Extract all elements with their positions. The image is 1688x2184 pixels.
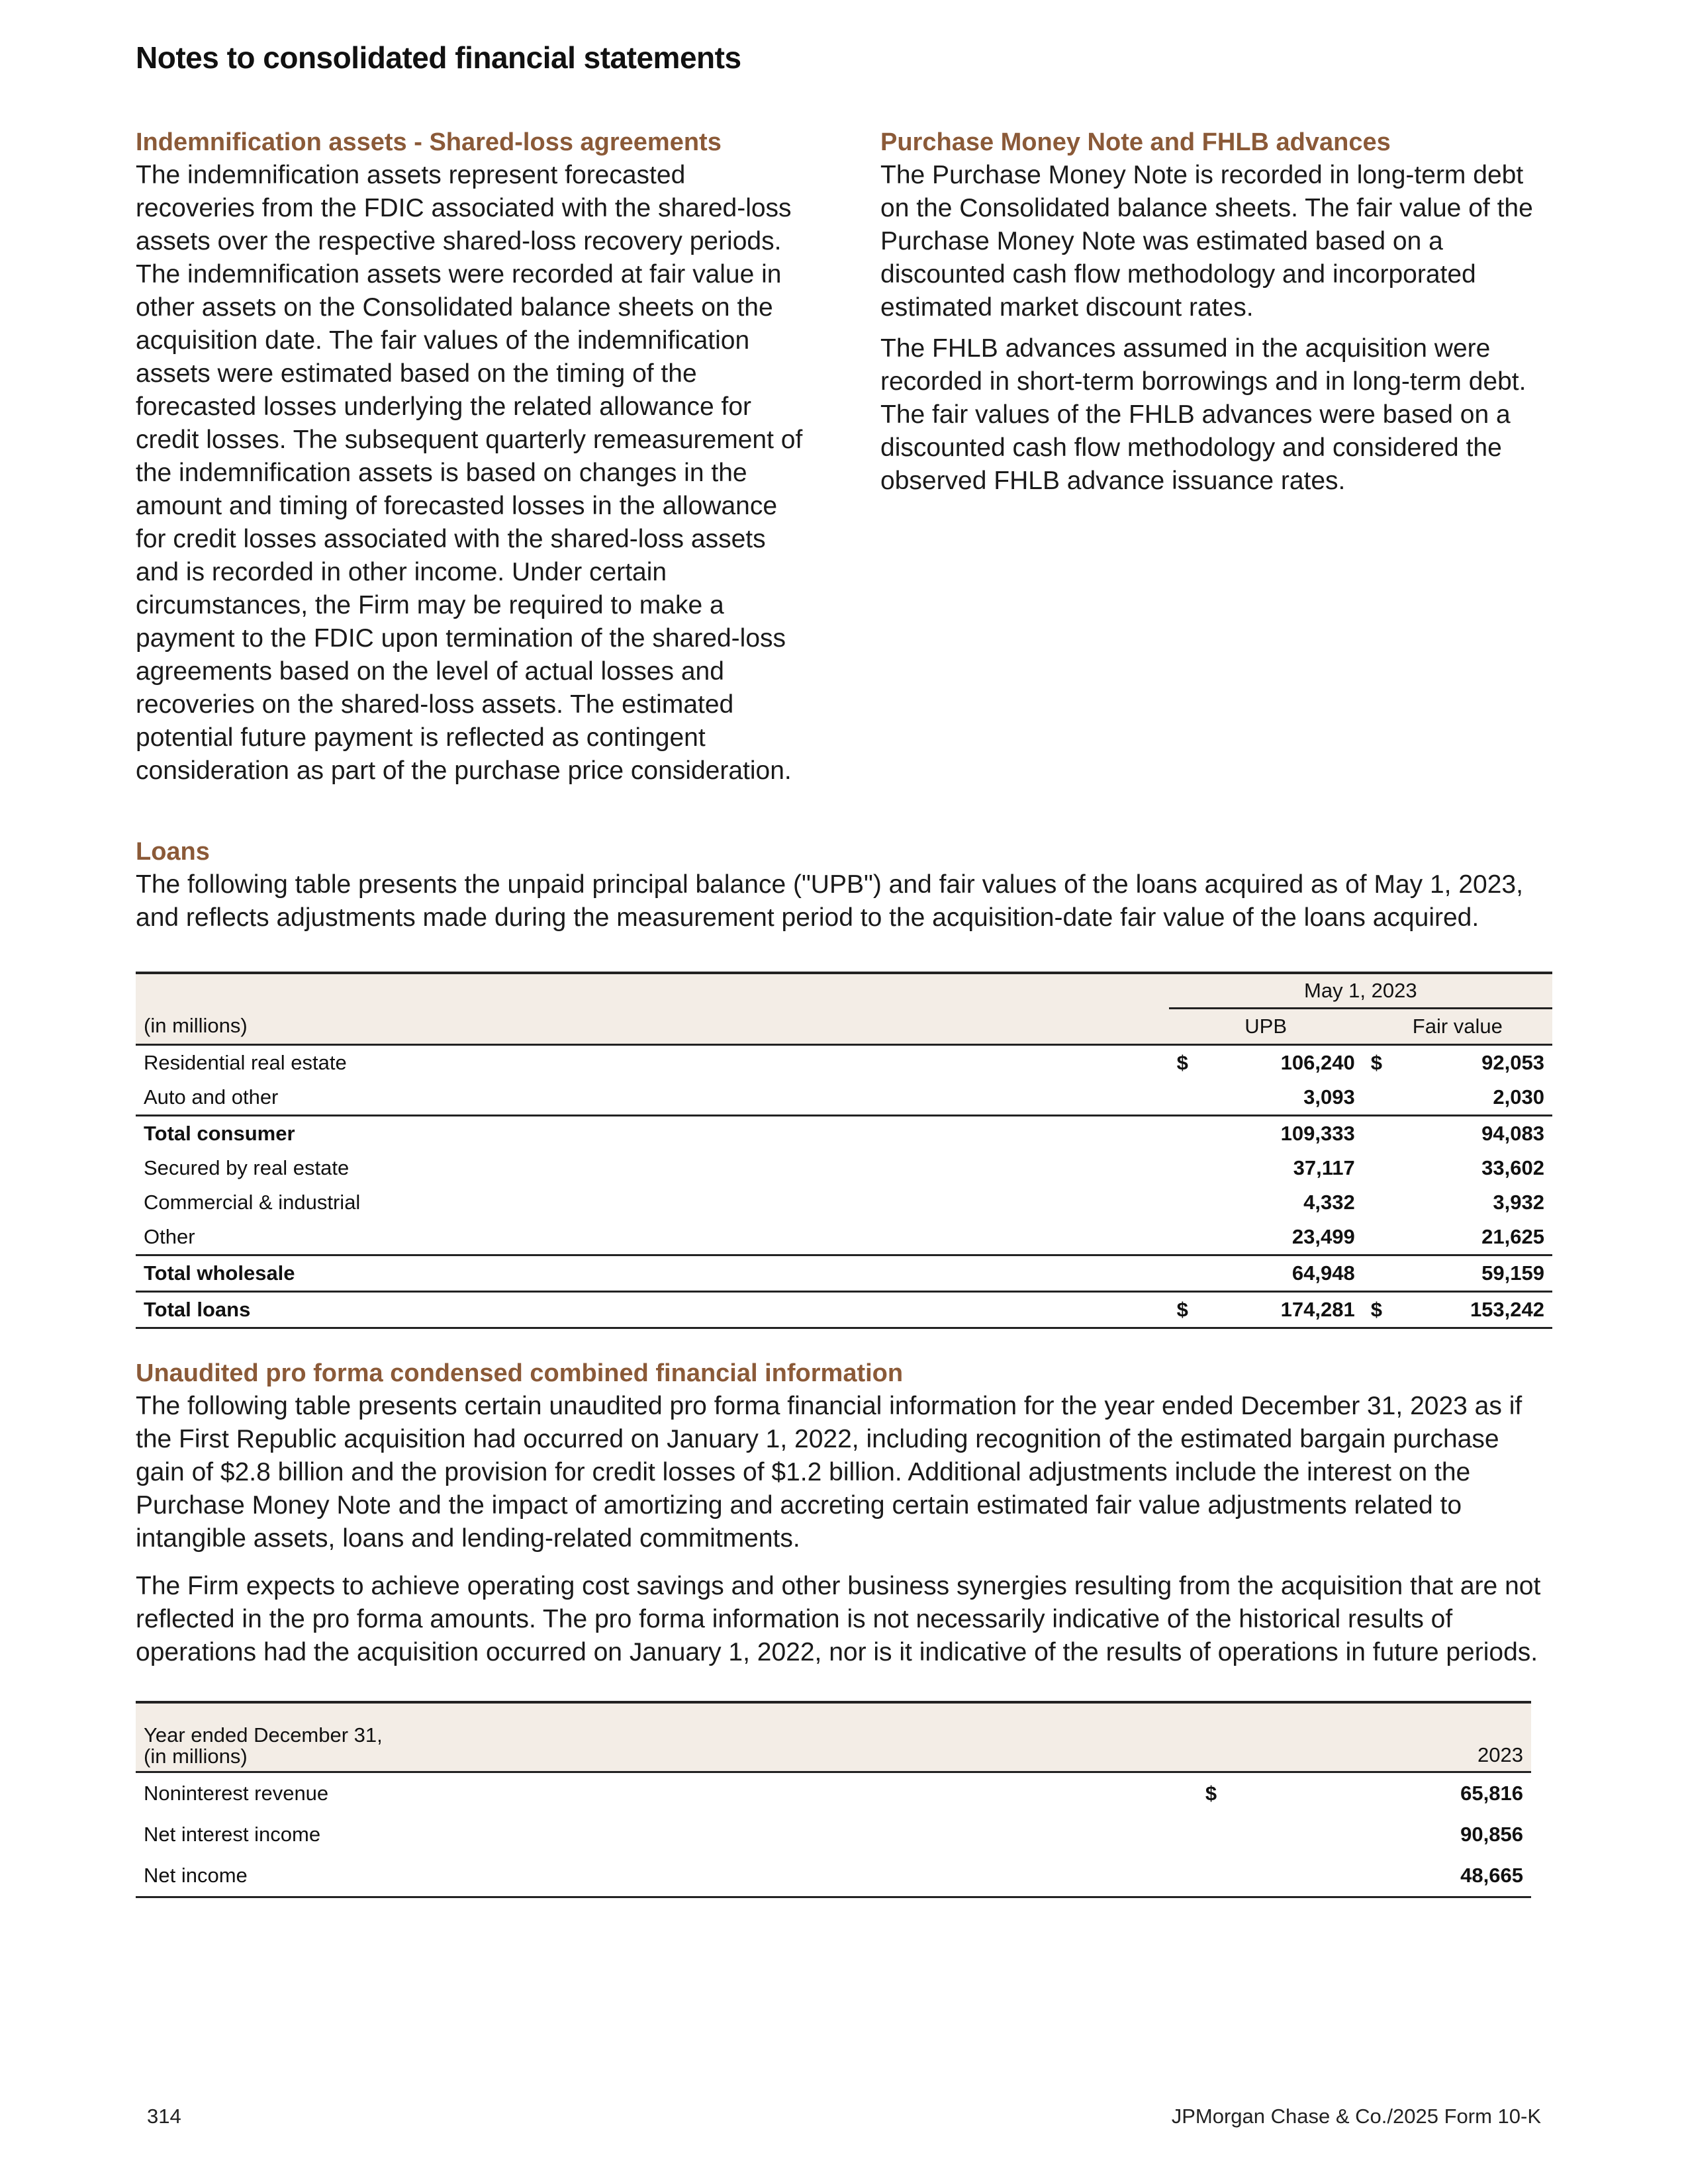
indemnification-paragraph: The indemnification assets represent forecasted recoveries from the FDIC associated with the shared-loss assets over the respective shared-loss recovery periods. The indemnification assets were recorded at fair value in other assets on the Consolidated balance sheets on the acquisition date. The fair values of the indemnification assets were estimated based on the timing of the forecasted losses underlying the related allowance for credit losses. The subsequent quarterly remeasurement of the indemnification assets is based on changes in the amount and timing of forecasted losses in the allowance for credit losses associated with the shared-loss assets and is recorded in other income. Under certain circumstances, the Firm may be required to make a payment to the FDIC upon termination of the shared-loss agreements based on the level of actual losses and recoveries on the shared-loss assets. The estimated potential future payment is reflected as contingent consideration as part of the purchase price consideration.	[136, 161, 803, 785]
proforma-table	[136, 1701, 1531, 1898]
fair-value: 59,159	[1405, 1255, 1552, 1292]
row-label: Net interest income	[144, 1823, 321, 1846]
loans-date-header: May 1, 2023	[1169, 973, 1552, 1009]
loans-col-upb: UPB	[1169, 1009, 1363, 1045]
loans-units-label: (in millions)	[136, 1009, 1169, 1045]
row-value: 65,816	[1460, 1782, 1523, 1805]
proforma-table-header	[136, 1702, 1531, 1772]
table-row	[136, 1185, 1552, 1220]
upb-value: 3,093	[1303, 1085, 1355, 1109]
currency-symbol: $	[1169, 1292, 1211, 1328]
fair-value: 153,242	[1405, 1292, 1552, 1328]
upb-value: 64,948	[1211, 1255, 1363, 1292]
loans-section	[136, 835, 1552, 942]
fair-value: 21,625	[1481, 1225, 1544, 1248]
table-row-grand-total	[136, 1292, 1552, 1328]
table-row	[136, 1080, 1552, 1116]
row-label: Auto and other	[144, 1085, 279, 1109]
row-label: Commercial & industrial	[144, 1191, 361, 1214]
loans-table-header-row-1	[136, 973, 1552, 1009]
proforma-section	[136, 1357, 1552, 1677]
table-row-total	[136, 1116, 1552, 1152]
proforma-paragraph-2: The Firm expects to achieve operating cost savings and other business synergies resulting from the acquisition that are not reflected in the pro forma amounts. The pro forma information is not necessarily indicative of the historical results of operations had the acquisition occurred on January 1, 2022, nor is it indicative of the results of operations in future periods.	[136, 1572, 1541, 1666]
row-label: Total loans	[136, 1292, 1169, 1328]
loans-table	[136, 972, 1552, 1329]
row-label: Other	[144, 1225, 195, 1248]
row-value: 48,665	[1240, 1855, 1531, 1897]
currency-symbol: $	[1370, 1051, 1382, 1074]
loans-table-header-row-2	[136, 1009, 1552, 1045]
row-label: Noninterest revenue	[144, 1782, 329, 1805]
upb-value: 106,240	[1280, 1051, 1355, 1074]
purchase-money-paragraph-1: The Purchase Money Note is recorded in long-term debt on the Consolidated balance sheets. The fair value of the Purchase Money Note was estimated based on a discounted cash flow methodology and incorporated estimated market discount rates.	[880, 161, 1533, 322]
page-number: 314	[147, 2105, 181, 2128]
table-row	[136, 1855, 1531, 1897]
fair-value: 33,602	[1481, 1156, 1544, 1179]
purchase-money-section	[880, 126, 1552, 506]
indemnification-section	[136, 126, 811, 796]
proforma-heading: Unaudited pro forma condensed combined financial information	[136, 1359, 904, 1387]
upb-value: 109,333	[1211, 1116, 1363, 1152]
upb-value: 174,281	[1211, 1292, 1363, 1328]
loans-paragraph: The following table presents the unpaid principal balance ("UPB") and fair values of the loans acquired as of May 1, 2023, and reflects adjustments made during the measurement period to the acquisition-date fair value of the loans acquired.	[136, 870, 1523, 932]
purchase-money-paragraph-2: The FHLB advances assumed in the acquisition were recorded in short-term borrowings and in long-term debt. The fair values of the FHLB advances were based on a discounted cash flow methodology and considered the observed FHLB advance issuance rates.	[880, 334, 1526, 495]
proforma-year-header: 2023	[1240, 1702, 1531, 1772]
document-name: JPMorgan Chase & Co./2025 Form 10-K	[1171, 2105, 1541, 2128]
fair-value: 3,932	[1493, 1191, 1544, 1214]
currency-symbol: $	[1363, 1292, 1405, 1328]
purchase-money-heading: Purchase Money Note and FHLB advances	[880, 128, 1391, 156]
upb-value: 23,499	[1291, 1225, 1355, 1248]
proforma-header-line-1: Year ended December 31,	[144, 1723, 383, 1747]
table-row-total	[136, 1255, 1552, 1292]
table-row	[136, 1814, 1531, 1855]
indemnification-heading: Indemnification assets - Shared-loss agreements	[136, 128, 722, 156]
table-row	[136, 1045, 1552, 1081]
row-label: Total consumer	[136, 1116, 1169, 1152]
table-row	[136, 1220, 1552, 1255]
fair-value: 92,053	[1481, 1051, 1544, 1074]
table-row	[136, 1772, 1531, 1815]
upb-value: 37,117	[1293, 1156, 1355, 1179]
fair-value: 94,083	[1405, 1116, 1552, 1152]
proforma-header-line-2: (in millions)	[144, 1745, 248, 1768]
currency-symbol: $	[1205, 1782, 1217, 1805]
loans-heading: Loans	[136, 838, 210, 866]
proforma-paragraph-1: The following table presents certain unaudited pro forma financial information for the year ended December 31, 2023 as if the First Republic acquisition had occurred on January 1, 2022, including recognition of the estimated bargain purchase gain of $2.8 billion and the provision for credit losses of $1.2 billion. Additional adjustments include the interest on the Purchase Money Note and the impact of amortizing and accreting certain estimated fair value adjustments related to intangible assets, loans and lending-related commitments.	[136, 1392, 1523, 1553]
row-label: Total wholesale	[136, 1255, 1169, 1292]
row-label: Net income	[136, 1855, 1197, 1897]
fair-value: 2,030	[1493, 1085, 1544, 1109]
currency-symbol: $	[1176, 1051, 1188, 1074]
row-label: Residential real estate	[144, 1051, 347, 1074]
row-value: 90,856	[1460, 1823, 1523, 1846]
loans-col-fair-value: Fair value	[1363, 1009, 1552, 1045]
row-label: Secured by real estate	[144, 1156, 350, 1179]
proforma-header-label	[136, 1702, 1197, 1772]
upb-value: 4,332	[1303, 1191, 1355, 1214]
page-title: Notes to consolidated financial statements	[136, 40, 741, 75]
table-row	[136, 1151, 1552, 1185]
